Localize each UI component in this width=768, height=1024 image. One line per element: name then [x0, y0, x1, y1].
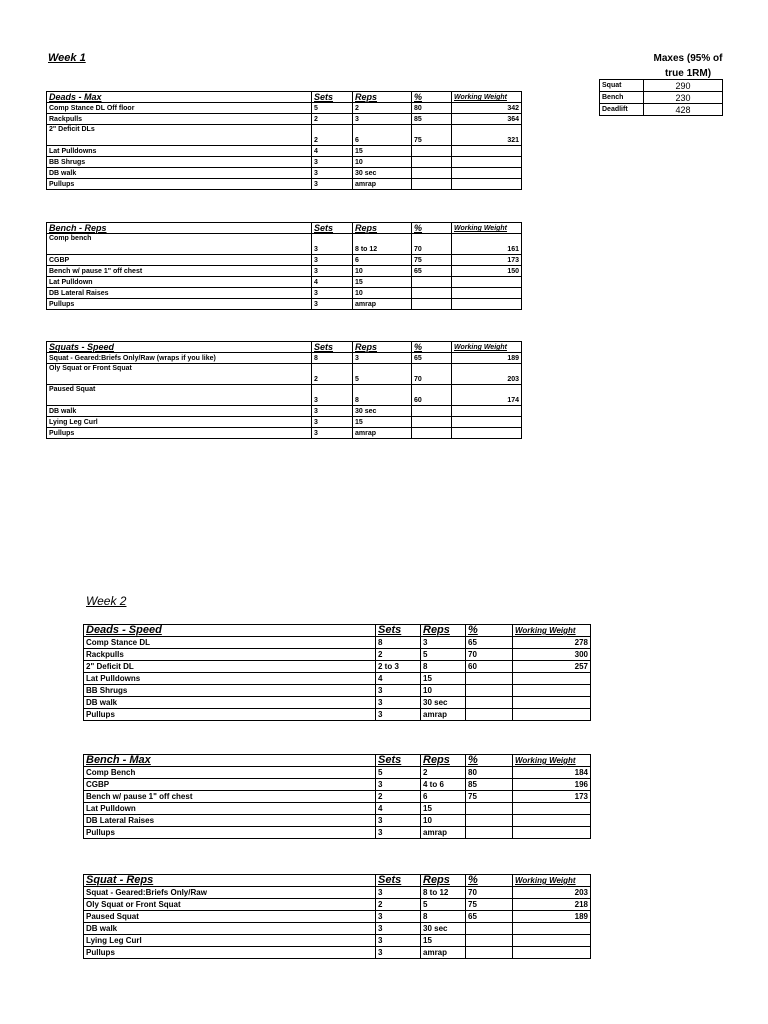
cell-percent — [412, 179, 452, 190]
table-row — [84, 899, 591, 911]
table-row — [47, 277, 522, 288]
cell-percent — [466, 935, 513, 947]
table-row — [84, 709, 591, 721]
cell-sets: 3 — [376, 697, 421, 709]
maxes-title — [628, 51, 748, 81]
cell-reps: 30 sec — [353, 168, 412, 179]
cell-sets: 3 — [312, 385, 353, 406]
cell-reps: amrap — [353, 299, 412, 310]
cell-sets: 3 — [376, 887, 421, 899]
cell-sets: 3 — [376, 685, 421, 697]
maxes-row — [600, 92, 723, 104]
table-row — [84, 923, 591, 935]
cell-exercise: Pullups — [47, 299, 312, 310]
cell-working-weight: 203 — [452, 364, 522, 385]
cell-percent: 65 — [412, 266, 452, 277]
cell-percent — [466, 815, 513, 827]
cell-percent: 70 — [466, 649, 513, 661]
cell-exercise: CGBP — [47, 255, 312, 266]
week2-squat-reps-table — [83, 874, 591, 959]
header-exercise: Bench - Reps — [47, 223, 312, 234]
cell-exercise: CGBP — [84, 779, 376, 791]
cell-percent: 70 — [466, 887, 513, 899]
cell-percent: 65 — [466, 911, 513, 923]
cell-percent: 75 — [412, 125, 452, 146]
cell-percent: 80 — [412, 103, 452, 114]
header-sets: Sets — [376, 755, 421, 767]
cell-percent — [466, 947, 513, 959]
cell-percent — [466, 803, 513, 815]
cell-exercise: Squat - Geared:Briefs Only/Raw (wraps if you like) — [47, 353, 312, 364]
cell-exercise: Comp Stance DL Off floor — [47, 103, 312, 114]
table-row — [84, 947, 591, 959]
cell-reps: 2 — [421, 767, 466, 779]
cell-working-weight — [513, 709, 591, 721]
cell-reps: 5 — [421, 899, 466, 911]
cell-percent: 80 — [466, 767, 513, 779]
cell-working-weight: 174 — [452, 385, 522, 406]
table-row — [84, 935, 591, 947]
cell-sets: 3 — [312, 266, 353, 277]
maxes-row — [600, 104, 723, 116]
cell-exercise: DB walk — [84, 697, 376, 709]
cell-working-weight — [452, 157, 522, 168]
header-sets: Sets — [312, 342, 353, 353]
cell-working-weight — [452, 299, 522, 310]
week1-bench-reps-table — [46, 222, 522, 310]
cell-sets: 4 — [376, 803, 421, 815]
header-working-weight: Working Weight — [513, 755, 591, 767]
table-header-row — [84, 755, 591, 767]
header-working-weight: Working Weight — [452, 92, 522, 103]
cell-exercise: Lat Pulldown — [84, 803, 376, 815]
header-exercise: Squat - Reps — [84, 875, 376, 887]
cell-working-weight — [513, 697, 591, 709]
week2-bench-max-table — [83, 754, 591, 839]
cell-working-weight: 189 — [513, 911, 591, 923]
table-header-row — [84, 625, 591, 637]
cell-sets: 3 — [312, 179, 353, 190]
cell-working-weight — [452, 417, 522, 428]
cell-percent — [466, 709, 513, 721]
cell-percent: 75 — [466, 899, 513, 911]
cell-sets: 2 — [376, 899, 421, 911]
header-reps: Reps — [421, 755, 466, 767]
cell-exercise: Lat Pulldowns — [84, 673, 376, 685]
table-row — [84, 649, 591, 661]
cell-sets: 3 — [376, 935, 421, 947]
cell-percent — [466, 685, 513, 697]
table-row — [84, 887, 591, 899]
cell-reps: 10 — [421, 685, 466, 697]
cell-reps: 3 — [353, 114, 412, 125]
cell-reps: amrap — [421, 709, 466, 721]
cell-sets: 3 — [376, 709, 421, 721]
table-header-row — [84, 875, 591, 887]
cell-exercise: DB walk — [84, 923, 376, 935]
table-row — [47, 417, 522, 428]
cell-reps: 3 — [421, 637, 466, 649]
cell-reps: 8 — [421, 911, 466, 923]
cell-working-weight: 257 — [513, 661, 591, 673]
week1-squats-speed-table — [46, 341, 522, 439]
cell-percent: 70 — [412, 234, 452, 255]
cell-exercise: Lat Pulldowns — [47, 146, 312, 157]
cell-working-weight — [513, 935, 591, 947]
week1-title: Week 1 — [48, 52, 86, 64]
cell-sets: 3 — [312, 428, 353, 439]
cell-working-weight: 321 — [452, 125, 522, 146]
header-sets: Sets — [312, 223, 353, 234]
cell-exercise: Oly Squat or Front Squat — [84, 899, 376, 911]
cell-percent — [466, 827, 513, 839]
cell-working-weight: 150 — [452, 266, 522, 277]
cell-reps: amrap — [421, 827, 466, 839]
cell-exercise: Bench w/ pause 1" off chest — [84, 791, 376, 803]
cell-reps: 6 — [353, 125, 412, 146]
cell-reps: 8 — [353, 385, 412, 406]
table-row — [47, 288, 522, 299]
cell-working-weight: 278 — [513, 637, 591, 649]
table-header-row — [47, 223, 522, 234]
cell-exercise: Comp bench — [47, 234, 312, 255]
cell-exercise: Pullups — [84, 827, 376, 839]
table-row — [47, 406, 522, 417]
cell-working-weight — [513, 947, 591, 959]
header-percent: % — [412, 223, 452, 234]
table-row — [47, 255, 522, 266]
cell-sets: 2 — [376, 649, 421, 661]
table-row — [84, 803, 591, 815]
cell-exercise: Paused Squat — [47, 385, 312, 406]
header-exercise: Bench - Max — [84, 755, 376, 767]
cell-percent: 75 — [466, 791, 513, 803]
cell-working-weight — [513, 815, 591, 827]
cell-reps: 15 — [421, 935, 466, 947]
table-row — [47, 114, 522, 125]
cell-exercise: Pullups — [47, 179, 312, 190]
table-row — [47, 266, 522, 277]
cell-sets: 3 — [312, 255, 353, 266]
cell-working-weight — [452, 406, 522, 417]
cell-sets: 3 — [312, 417, 353, 428]
cell-working-weight — [452, 288, 522, 299]
cell-percent: 85 — [466, 779, 513, 791]
maxes-lift-name: Deadlift — [600, 104, 644, 116]
table-row — [84, 827, 591, 839]
cell-reps: 30 sec — [421, 923, 466, 935]
header-sets: Sets — [376, 625, 421, 637]
week2-title: Week 2 — [86, 594, 127, 608]
cell-reps: 30 sec — [353, 406, 412, 417]
cell-working-weight: 173 — [452, 255, 522, 266]
cell-working-weight — [452, 146, 522, 157]
table-row — [47, 299, 522, 310]
cell-working-weight — [452, 277, 522, 288]
week2-deads-speed-table — [83, 624, 591, 721]
header-working-weight: Working Weight — [452, 223, 522, 234]
cell-working-weight — [452, 428, 522, 439]
table-row — [84, 685, 591, 697]
cell-sets: 8 — [376, 637, 421, 649]
cell-reps: amrap — [421, 947, 466, 959]
cell-reps: amrap — [353, 428, 412, 439]
cell-exercise: Rackpulls — [84, 649, 376, 661]
cell-sets: 2 — [312, 364, 353, 385]
cell-working-weight: 364 — [452, 114, 522, 125]
table-row — [84, 673, 591, 685]
maxes-lift-name: Bench — [600, 92, 644, 104]
cell-exercise: Squat - Geared:Briefs Only/Raw — [84, 887, 376, 899]
header-reps: Reps — [421, 625, 466, 637]
table-row — [47, 179, 522, 190]
cell-percent: 70 — [412, 364, 452, 385]
maxes-table — [599, 79, 723, 116]
cell-working-weight: 189 — [452, 353, 522, 364]
cell-sets: 4 — [312, 146, 353, 157]
cell-sets: 3 — [312, 234, 353, 255]
table-row — [47, 234, 522, 255]
cell-exercise: Comp Bench — [84, 767, 376, 779]
cell-exercise: DB Lateral Raises — [47, 288, 312, 299]
table-row — [47, 157, 522, 168]
table-row — [47, 103, 522, 114]
cell-sets: 2 to 3 — [376, 661, 421, 673]
table-row — [47, 125, 522, 146]
cell-reps: 10 — [421, 815, 466, 827]
cell-working-weight: 173 — [513, 791, 591, 803]
cell-reps: 2 — [353, 103, 412, 114]
cell-reps: 4 to 6 — [421, 779, 466, 791]
maxes-lift-value: 290 — [644, 80, 723, 92]
cell-percent: 75 — [412, 255, 452, 266]
table-row — [84, 637, 591, 649]
maxes-title-line2: true 1RM) — [664, 68, 712, 79]
cell-reps: 5 — [421, 649, 466, 661]
table-header-row — [47, 342, 522, 353]
header-reps: Reps — [353, 223, 412, 234]
cell-sets: 3 — [376, 947, 421, 959]
header-working-weight: Working Weight — [513, 625, 591, 637]
header-sets: Sets — [376, 875, 421, 887]
cell-exercise: 2" Deficit DLs — [47, 125, 312, 146]
cell-percent: 65 — [412, 353, 452, 364]
header-reps: Reps — [353, 92, 412, 103]
cell-percent — [412, 406, 452, 417]
table-row — [84, 779, 591, 791]
header-percent: % — [412, 92, 452, 103]
header-exercise: Squats - Speed — [47, 342, 312, 353]
cell-exercise: Lat Pulldown — [47, 277, 312, 288]
cell-working-weight: 161 — [452, 234, 522, 255]
cell-working-weight — [513, 827, 591, 839]
cell-sets: 3 — [376, 923, 421, 935]
maxes-lift-value: 230 — [644, 92, 723, 104]
table-row — [84, 791, 591, 803]
cell-sets: 5 — [376, 767, 421, 779]
table-row — [84, 697, 591, 709]
cell-sets: 3 — [376, 911, 421, 923]
cell-percent — [466, 697, 513, 709]
cell-reps: 10 — [353, 266, 412, 277]
table-row — [47, 364, 522, 385]
table-row — [47, 353, 522, 364]
cell-sets: 3 — [376, 815, 421, 827]
header-percent: % — [466, 625, 513, 637]
cell-reps: 8 to 12 — [421, 887, 466, 899]
cell-reps: 10 — [353, 288, 412, 299]
cell-reps: 30 sec — [421, 697, 466, 709]
cell-percent — [466, 673, 513, 685]
cell-working-weight: 218 — [513, 899, 591, 911]
header-working-weight: Working Weight — [452, 342, 522, 353]
cell-sets: 8 — [312, 353, 353, 364]
cell-reps: 6 — [421, 791, 466, 803]
cell-working-weight — [513, 685, 591, 697]
cell-percent — [412, 277, 452, 288]
cell-sets: 3 — [376, 779, 421, 791]
cell-percent — [412, 417, 452, 428]
cell-percent: 65 — [466, 637, 513, 649]
cell-reps: 6 — [353, 255, 412, 266]
cell-exercise: DB walk — [47, 168, 312, 179]
cell-reps: amrap — [353, 179, 412, 190]
table-row — [84, 661, 591, 673]
cell-sets: 3 — [312, 157, 353, 168]
cell-exercise: BB Shrugs — [84, 685, 376, 697]
cell-reps: 8 — [421, 661, 466, 673]
cell-sets: 2 — [376, 791, 421, 803]
cell-working-weight: 196 — [513, 779, 591, 791]
cell-exercise: Pullups — [47, 428, 312, 439]
cell-percent — [412, 146, 452, 157]
cell-exercise: Bench w/ pause 1" off chest — [47, 266, 312, 277]
cell-exercise: Rackpulls — [47, 114, 312, 125]
maxes-lift-name: Squat — [600, 80, 644, 92]
cell-reps: 15 — [421, 673, 466, 685]
table-row — [47, 146, 522, 157]
cell-sets: 4 — [312, 277, 353, 288]
cell-sets: 2 — [312, 114, 353, 125]
cell-sets: 3 — [312, 299, 353, 310]
cell-exercise: Pullups — [84, 947, 376, 959]
header-percent: % — [466, 755, 513, 767]
table-row — [47, 385, 522, 406]
cell-working-weight — [452, 168, 522, 179]
cell-percent — [412, 428, 452, 439]
week1-deads-max-table — [46, 91, 522, 190]
cell-percent: 85 — [412, 114, 452, 125]
table-header-row — [47, 92, 522, 103]
cell-exercise: Comp Stance DL — [84, 637, 376, 649]
maxes-lift-value: 428 — [644, 104, 723, 116]
header-reps: Reps — [421, 875, 466, 887]
maxes-row — [600, 80, 723, 92]
cell-percent — [412, 168, 452, 179]
table-row — [84, 911, 591, 923]
table-row — [47, 168, 522, 179]
cell-working-weight — [452, 179, 522, 190]
cell-percent — [466, 923, 513, 935]
cell-percent — [412, 288, 452, 299]
header-exercise: Deads - Max — [47, 92, 312, 103]
table-row — [84, 767, 591, 779]
cell-exercise: Lying Leg Curl — [84, 935, 376, 947]
header-exercise: Deads - Speed — [84, 625, 376, 637]
cell-sets: 3 — [312, 406, 353, 417]
cell-reps: 5 — [353, 364, 412, 385]
cell-reps: 10 — [353, 157, 412, 168]
cell-sets: 3 — [312, 168, 353, 179]
cell-reps: 15 — [421, 803, 466, 815]
header-percent: % — [412, 342, 452, 353]
header-sets: Sets — [312, 92, 353, 103]
cell-working-weight: 184 — [513, 767, 591, 779]
cell-exercise: Oly Squat or Front Squat — [47, 364, 312, 385]
cell-exercise: DB Lateral Raises — [84, 815, 376, 827]
cell-working-weight — [513, 803, 591, 815]
cell-sets: 3 — [312, 288, 353, 299]
table-row — [47, 428, 522, 439]
header-reps: Reps — [353, 342, 412, 353]
cell-reps: 15 — [353, 417, 412, 428]
cell-exercise: Pullups — [84, 709, 376, 721]
cell-percent — [412, 157, 452, 168]
cell-reps: 3 — [353, 353, 412, 364]
cell-exercise: Paused Squat — [84, 911, 376, 923]
cell-percent — [412, 299, 452, 310]
header-working-weight: Working Weight — [513, 875, 591, 887]
cell-percent: 60 — [466, 661, 513, 673]
cell-reps: 8 to 12 — [353, 234, 412, 255]
cell-sets: 4 — [376, 673, 421, 685]
cell-sets: 2 — [312, 125, 353, 146]
cell-exercise: BB Shrugs — [47, 157, 312, 168]
table-row — [84, 815, 591, 827]
cell-sets: 5 — [312, 103, 353, 114]
cell-exercise: Lying Leg Curl — [47, 417, 312, 428]
cell-working-weight: 300 — [513, 649, 591, 661]
header-percent: % — [466, 875, 513, 887]
maxes-title-line1: Maxes (95% of — [653, 53, 723, 64]
cell-working-weight: 342 — [452, 103, 522, 114]
cell-working-weight — [513, 673, 591, 685]
cell-exercise: 2" Deficit DL — [84, 661, 376, 673]
cell-reps: 15 — [353, 277, 412, 288]
cell-reps: 15 — [353, 146, 412, 157]
cell-percent: 60 — [412, 385, 452, 406]
cell-exercise: DB walk — [47, 406, 312, 417]
cell-working-weight: 203 — [513, 887, 591, 899]
cell-sets: 3 — [376, 827, 421, 839]
cell-working-weight — [513, 923, 591, 935]
